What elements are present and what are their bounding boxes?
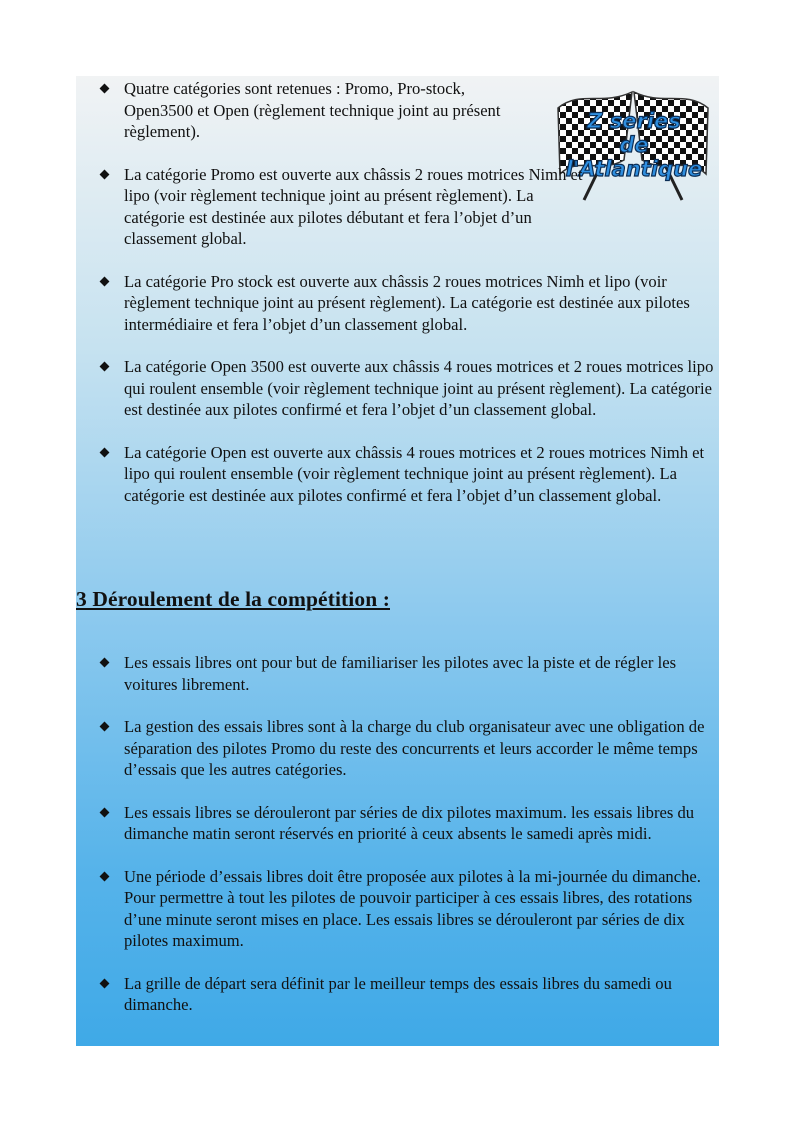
diamond-bullet-icon	[100, 978, 110, 988]
list-item-text: Une période d’essais libres doit être proposée aux pilotes à la mi-journée du dimanche. Pour permettre à tout les pilotes de pouvoir participer à ces essais libres, des rotations d’une minute seront mises en place. Les essais libres se dérouleront par séries de dix pilotes maximum.	[124, 866, 701, 950]
list-item	[76, 356, 719, 421]
page-panel	[76, 76, 719, 1046]
diamond-bullet-icon	[100, 722, 110, 732]
list-item	[76, 78, 504, 143]
diamond-bullet-icon	[100, 276, 110, 286]
diamond-bullet-icon	[100, 84, 110, 94]
list-item	[76, 973, 719, 1016]
logo-text-line1: Z series	[587, 109, 681, 133]
diamond-bullet-icon	[100, 447, 110, 457]
diamond-bullet-icon	[100, 169, 110, 179]
category-list	[76, 78, 719, 506]
diamond-bullet-icon	[100, 871, 110, 881]
competition-list	[76, 652, 719, 1016]
diamond-bullet-icon	[100, 807, 110, 817]
list-item-text: La gestion des essais libres sont à la charge du club organisateur avec une obligation de séparation des pilotes Promo du reste des concurrents et leurs accorder le même temps d’essais que les autres catégories.	[124, 717, 705, 779]
list-item	[76, 802, 719, 845]
logo-text-line2: de	[619, 133, 649, 157]
list-item-text: La catégorie Open est ouverte aux châssis 4 roues motrices et 2 roues motrices Nimh et lipo qui roulent ensemble (voir règlement technique joint au présent règlement). La catégorie est destinée aux pilotes confirmé et fera l’objet d’un classement global.	[124, 442, 705, 505]
list-item-text: La catégorie Promo est ouverte aux châssis 2 roues motrices Nimh et lipo (voir règlement technique joint au présent règlement). La catégorie est destinée aux pilotes débutant et fera l’objet d’un classement global.	[124, 164, 583, 248]
list-item-text: La catégorie Open 3500 est ouverte aux châssis 4 roues motrices et 2 roues motrices lipo qui roulent ensemble (voir règlement technique joint au présent règlement). La catégorie est destinée aux pilotes confirmé et fera l’objet d’un classement global.	[124, 357, 714, 419]
list-item	[76, 442, 719, 507]
section-heading: 3 Déroulement de la compétition :	[76, 587, 390, 611]
list-item	[76, 164, 584, 250]
list-item-text: Les essais libres ont pour but de familiariser les pilotes avec la piste et de régler les voitures librement.	[124, 653, 677, 694]
list-item-text: La grille de départ sera définit par le meilleur temps des essais libres du samedi ou dimanche.	[124, 973, 672, 1014]
diamond-bullet-icon	[100, 658, 110, 668]
list-item	[76, 716, 719, 781]
list-item	[76, 271, 719, 336]
list-item	[76, 866, 719, 952]
logo-text-line3: l'Atlantique	[565, 157, 703, 181]
list-item	[76, 652, 719, 695]
list-item-text: La catégorie Pro stock est ouverte aux châssis 2 roues motrices Nimh et lipo (voir règlement technique joint au présent règlement). La catégorie est destinée aux pilotes intermédiaire et fera l’objet d’un classement global.	[124, 271, 690, 334]
list-item-text: Les essais libres se dérouleront par séries de dix pilotes maximum. les essais libres du dimanche matin seront réservés en priorité à ceux absents le samedi après midi.	[124, 802, 695, 843]
diamond-bullet-icon	[100, 362, 110, 372]
list-item-text: Quatre catégories sont retenues : Promo, Pro-stock, Open3500 et Open (règlement technique joint au présent règlement).	[124, 79, 501, 141]
